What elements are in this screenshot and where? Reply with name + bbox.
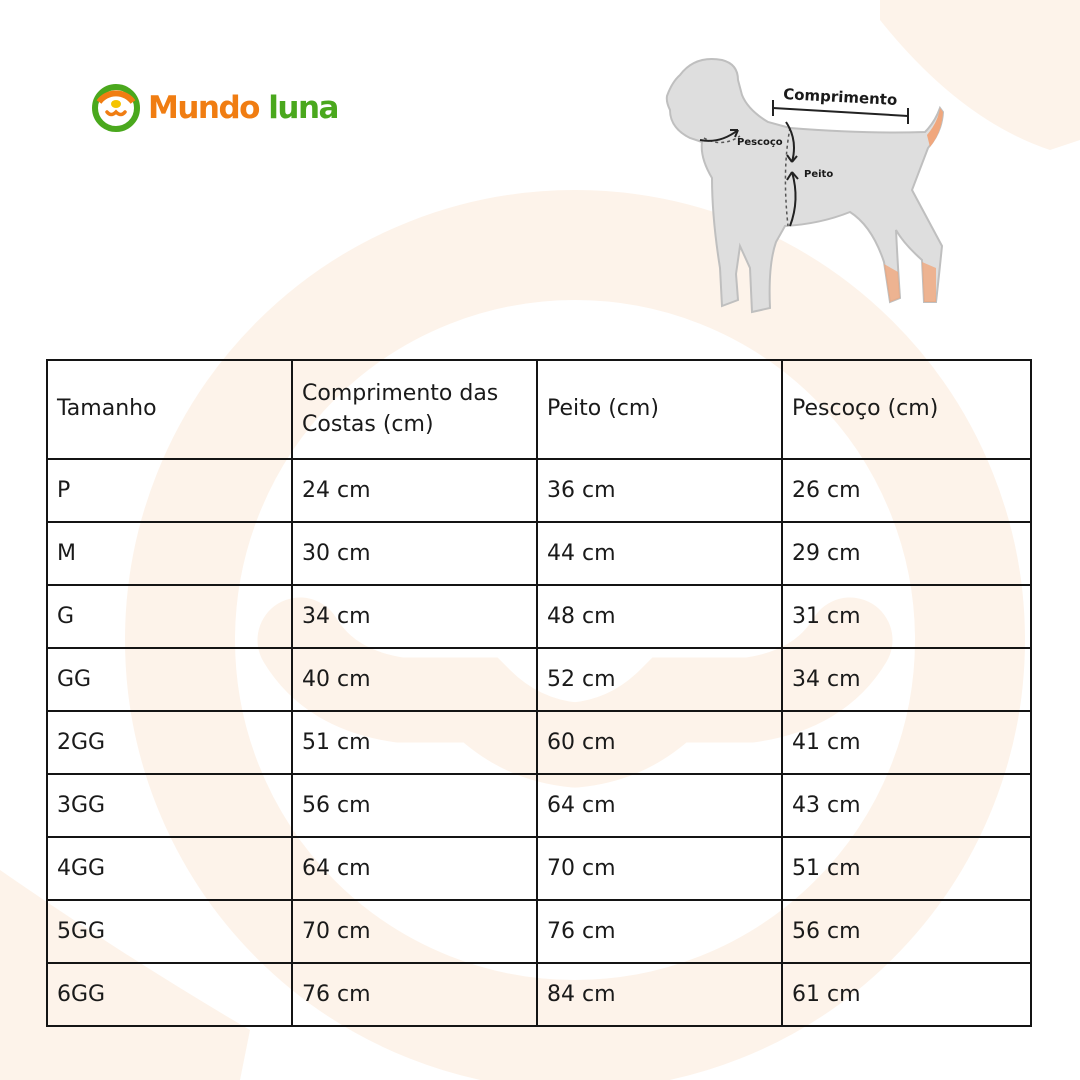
cell-neck: 43 cm xyxy=(782,774,1031,837)
table-row xyxy=(47,711,1031,774)
cell-chest: 70 cm xyxy=(537,837,782,900)
cell-back-length: 56 cm xyxy=(292,774,537,837)
cell-chest: 52 cm xyxy=(537,648,782,711)
size-table xyxy=(46,359,1032,1027)
table-row xyxy=(47,837,1031,900)
cell-back-length: 34 cm xyxy=(292,585,537,648)
table-row xyxy=(47,522,1031,585)
cell-chest: 60 cm xyxy=(537,711,782,774)
cell-back-length: 51 cm xyxy=(292,711,537,774)
cell-neck: 34 cm xyxy=(782,648,1031,711)
table-row xyxy=(47,774,1031,837)
cell-back-length: 76 cm xyxy=(292,963,537,1026)
cell-size: M xyxy=(47,522,292,585)
header-neck: Pescoço (cm) xyxy=(782,360,1031,459)
cell-neck: 51 cm xyxy=(782,837,1031,900)
brand-logo xyxy=(90,82,338,134)
cell-neck: 56 cm xyxy=(782,900,1031,963)
table-row xyxy=(47,459,1031,522)
brand-name xyxy=(148,89,338,126)
paw-accent xyxy=(922,262,936,302)
dog-measurement-diagram xyxy=(640,50,970,320)
header-chest: Peito (cm) xyxy=(537,360,782,459)
cell-size: 4GG xyxy=(47,837,292,900)
cell-back-length: 64 cm xyxy=(292,837,537,900)
cell-size: G xyxy=(47,585,292,648)
table-row xyxy=(47,648,1031,711)
cell-size: 5GG xyxy=(47,900,292,963)
cell-size: 6GG xyxy=(47,963,292,1026)
cell-size: 3GG xyxy=(47,774,292,837)
brand-name-part2: luna xyxy=(268,89,338,126)
cell-back-length: 70 cm xyxy=(292,900,537,963)
header-back-length: Comprimento das Costas (cm) xyxy=(292,360,537,459)
cell-neck: 41 cm xyxy=(782,711,1031,774)
cell-size: GG xyxy=(47,648,292,711)
cell-back-length: 24 cm xyxy=(292,459,537,522)
cell-size: 2GG xyxy=(47,711,292,774)
cell-back-length: 40 cm xyxy=(292,648,537,711)
table-row xyxy=(47,963,1031,1026)
cell-chest: 36 cm xyxy=(537,459,782,522)
cell-chest: 48 cm xyxy=(537,585,782,648)
table-row xyxy=(47,585,1031,648)
cell-back-length: 30 cm xyxy=(292,522,537,585)
cell-neck: 26 cm xyxy=(782,459,1031,522)
cell-chest: 76 cm xyxy=(537,900,782,963)
cell-size: P xyxy=(47,459,292,522)
paw-smile-icon xyxy=(90,82,142,134)
table-header-row xyxy=(47,360,1031,459)
neck-label: Pescoço xyxy=(737,137,783,148)
table-row xyxy=(47,900,1031,963)
chest-label: Peito xyxy=(804,169,834,180)
brand-name-part1: Mundo xyxy=(148,89,259,126)
cell-neck: 61 cm xyxy=(782,963,1031,1026)
length-label: Comprimento xyxy=(782,85,898,109)
cell-chest: 44 cm xyxy=(537,522,782,585)
cell-chest: 84 cm xyxy=(537,963,782,1026)
header-size: Tamanho xyxy=(47,360,292,459)
cell-chest: 64 cm xyxy=(537,774,782,837)
cell-neck: 31 cm xyxy=(782,585,1031,648)
cell-neck: 29 cm xyxy=(782,522,1031,585)
